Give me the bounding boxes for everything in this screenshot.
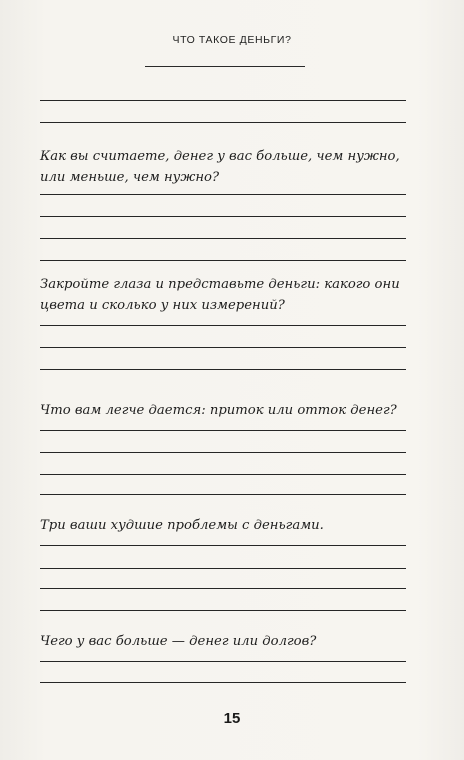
answer-line [40, 588, 406, 589]
question-text: Чего у вас больше — денег или долгов? [40, 634, 317, 649]
answer-line [40, 568, 406, 569]
answer-line [40, 661, 406, 662]
answer-line [40, 122, 406, 123]
answer-line [40, 325, 406, 326]
answer-line [40, 100, 406, 101]
page-number: 15 [223, 710, 241, 727]
question-text: Что вам легче дается: приток или отток денег? [40, 403, 397, 418]
answer-line [40, 347, 406, 348]
answer-line [40, 545, 406, 546]
answer-line [40, 260, 406, 261]
question-text: Три ваши худшие проблемы с деньгами. [40, 518, 324, 533]
running-header: ЧТО ТАКОЕ ДЕНЬГИ? [172, 34, 292, 46]
answer-line [40, 682, 406, 683]
answer-line [40, 238, 406, 239]
answer-line [40, 474, 406, 475]
answer-line [40, 369, 406, 370]
question-text: Закройте глаза и представьте деньги: какого они цвета и сколько у них измерений? [40, 277, 400, 313]
header-rule [145, 66, 305, 67]
answer-line [40, 494, 406, 495]
question-text: Как вы считаете, денег у вас больше, чем нужно, или меньше, чем нужно? [40, 149, 400, 185]
answer-line [40, 216, 406, 217]
answer-line [40, 610, 406, 611]
answer-line [40, 194, 406, 195]
answer-line [40, 430, 406, 431]
answer-line [40, 452, 406, 453]
